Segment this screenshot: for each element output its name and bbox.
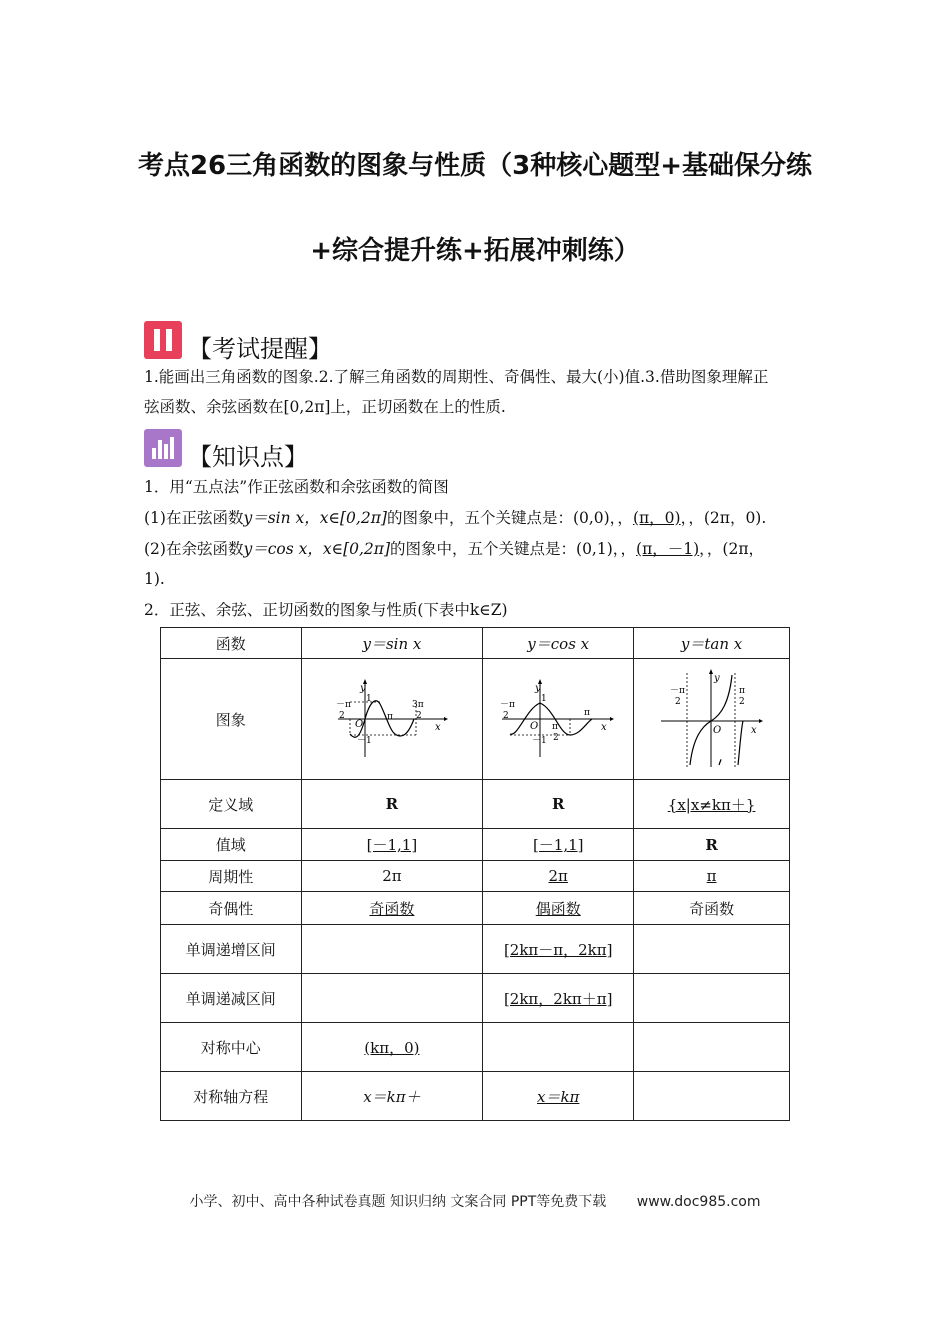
- cos-domain: R: [483, 780, 634, 829]
- row-label-symmetry-axis: 对称轴方程: [161, 1072, 302, 1121]
- table-row: [161, 974, 790, 1023]
- sin-range: [－1,1]: [301, 829, 483, 861]
- row-label-parity: 奇偶性: [161, 892, 302, 925]
- svg-text:x: x: [601, 722, 607, 733]
- tan-period: π: [634, 861, 790, 892]
- table-row: [161, 892, 790, 925]
- footer-url[interactable]: www.doc985.com: [636, 1194, 761, 1210]
- cos-period: 2π: [483, 861, 634, 892]
- bar-chart-icon: [144, 429, 182, 467]
- header-cos: y＝cos x: [483, 628, 634, 659]
- table-row: [161, 1023, 790, 1072]
- graph-label: 图象: [161, 659, 302, 780]
- sin-symmetry-axis: x＝kπ＋: [301, 1072, 483, 1121]
- sin-period: 2π: [301, 861, 483, 892]
- knowledge-p3-cont: 1).: [144, 570, 165, 588]
- knowledge-p2: (1)在正弦函数y＝sin x，x∈[0,2π]的图象中，五个关键点是：(0,0)，，(π，0)，，(2π，0).: [144, 509, 767, 527]
- exam-tip-header: [144, 318, 332, 362]
- svg-text:1: 1: [541, 694, 547, 704]
- svg-text:1: 1: [365, 694, 372, 704]
- tan-domain: {x|x≠kπ＋}: [634, 780, 790, 829]
- row-label-range: 值域: [161, 829, 302, 861]
- svg-text:O: O: [530, 721, 539, 732]
- pause-icon: [144, 321, 182, 359]
- svg-text:2: 2: [738, 697, 745, 707]
- row-label-symmetry-center: 对称中心: [161, 1023, 302, 1072]
- cos-parity: 偶函数: [483, 892, 634, 925]
- row-label-decreasing: 单调递减区间: [161, 974, 302, 1023]
- svg-text:x: x: [750, 725, 757, 736]
- svg-text:－1: －1: [532, 736, 547, 746]
- header-function: 函数: [161, 628, 302, 659]
- cos-symmetry-center: [483, 1023, 634, 1072]
- cos-graph: [483, 659, 634, 780]
- sin-parity: 奇函数: [301, 892, 483, 925]
- knowledge-header: [144, 426, 308, 470]
- table-row: [161, 780, 790, 829]
- svg-text:－1: －1: [356, 736, 372, 746]
- cos-symmetry-axis: x＝kπ: [483, 1072, 634, 1121]
- cos-key-point: (π，－1): [636, 540, 700, 558]
- cos-decreasing: [2kπ，2kπ＋π]: [483, 974, 634, 1023]
- svg-text:－π: －π: [335, 700, 351, 710]
- row-label-period: 周期性: [161, 861, 302, 892]
- sin-decreasing: [301, 974, 483, 1023]
- svg-text:2: 2: [553, 733, 559, 743]
- tan-symmetry-axis: [634, 1072, 790, 1121]
- table-row: [161, 925, 790, 974]
- exam-tip-line1: 1.能画出三角函数的图象.2.了解三角函数的周期性、奇偶性、最大(小)值.3.借助图象理解正: [144, 368, 769, 386]
- sin-graph: [301, 659, 483, 780]
- tan-symmetry-center: [634, 1023, 790, 1072]
- svg-text:－π: －π: [669, 686, 685, 696]
- svg-text:2: 2: [338, 711, 345, 721]
- cos-increasing: [2kπ－π，2kπ]: [483, 925, 634, 974]
- sin-symmetry-center: (kπ，0): [301, 1023, 483, 1072]
- table-header-row: [161, 628, 790, 659]
- svg-text:y: y: [713, 673, 720, 684]
- footer-text: 小学、初中、高中各种试卷真题 知识归纳 文案合同 PPT等免费下载: [189, 1194, 607, 1210]
- header-sin: y＝sin x: [301, 628, 483, 659]
- sin-increasing: [301, 925, 483, 974]
- knowledge-p3: (2)在余弦函数y＝cos x，x∈[0,2π]的图象中，五个关键点是：(0,1)，，(π，－1)，，(2π，: [144, 540, 765, 558]
- tan-increasing: [634, 925, 790, 974]
- svg-text:O: O: [712, 725, 721, 736]
- svg-text:π: π: [386, 712, 393, 722]
- svg-text:2: 2: [503, 711, 509, 721]
- svg-text:O: O: [354, 719, 364, 730]
- page-title-line2: +综合提升练+拓展冲刺练）: [310, 236, 640, 266]
- graph-row: [161, 659, 790, 780]
- svg-text:π: π: [584, 708, 591, 718]
- sin-domain: R: [301, 780, 483, 829]
- svg-text:y: y: [359, 683, 366, 694]
- trig-properties-table: [160, 627, 790, 1121]
- tan-range: R: [634, 829, 790, 861]
- exam-tip-line2: 弦函数、余弦函数在[0,2π]上，正切函数在上的性质.: [144, 398, 506, 416]
- knowledge-heading: 【知识点】: [188, 442, 308, 471]
- svg-text:2: 2: [415, 711, 422, 721]
- svg-text:2: 2: [674, 697, 681, 707]
- page-title-line1: 考点26三角函数的图象与性质（3种核心题型+基础保分练: [137, 151, 813, 181]
- svg-text:π: π: [552, 722, 559, 732]
- tan-graph: [634, 659, 790, 780]
- row-label-increasing: 单调递增区间: [161, 925, 302, 974]
- table-row: [161, 829, 790, 861]
- svg-text:3π: 3π: [411, 700, 424, 710]
- knowledge-p4: 2．正弦、余弦、正切函数的图象与性质(下表中k∈Z): [144, 601, 508, 619]
- svg-text:π: π: [738, 686, 745, 696]
- table-row: [161, 1072, 790, 1121]
- row-label-domain: 定义域: [161, 780, 302, 829]
- exam-tip-heading: 【考试提醒】: [188, 334, 332, 363]
- svg-text:－π: －π: [500, 700, 516, 710]
- header-tan: y＝tan x: [634, 628, 790, 659]
- table-row: [161, 861, 790, 892]
- footer: [0, 1191, 950, 1211]
- knowledge-p1: 1．用“五点法”作正弦函数和余弦函数的简图: [144, 478, 449, 496]
- sin-key-point: (π，0): [632, 509, 681, 527]
- tan-parity: 奇函数: [634, 892, 790, 925]
- tan-decreasing: [634, 974, 790, 1023]
- svg-text:y: y: [535, 683, 541, 694]
- cos-range: [－1,1]: [483, 829, 634, 861]
- svg-text:x: x: [434, 722, 441, 733]
